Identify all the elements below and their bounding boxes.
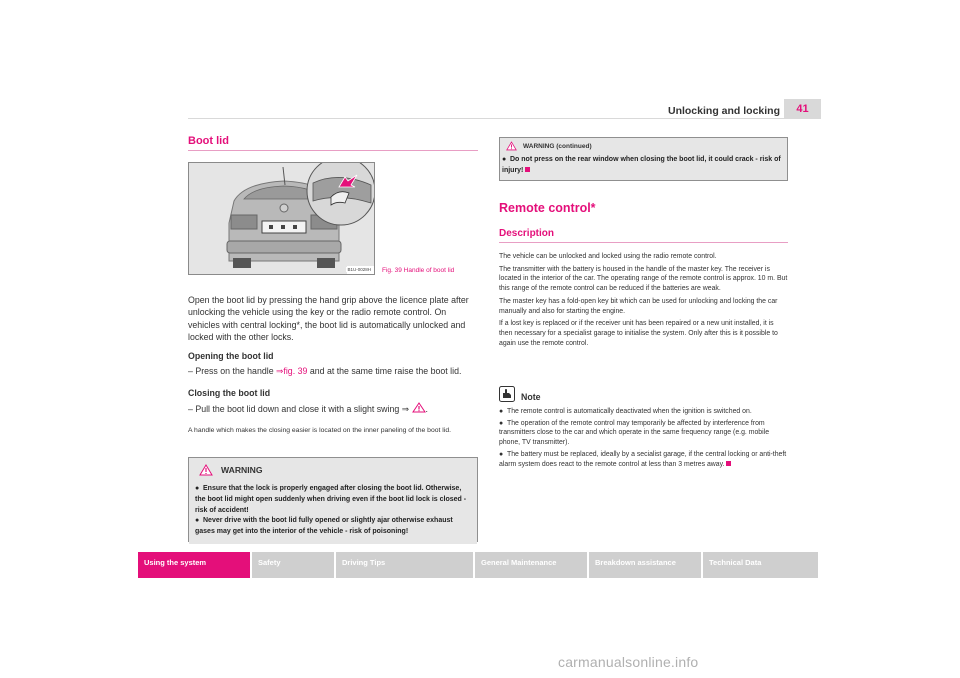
warning-item-text: Ensure that the lock is properly engaged after closing the boot lid. Otherwise, the boot lid might open suddenly when driving even if the boot lid lock is closed - risk of accident! — [195, 485, 467, 514]
description-text — [499, 252, 788, 348]
closing-aid-note: A handle which makes the closing easier is located on the inner paneling of the boot lid. — [188, 427, 451, 434]
warning-continued-item — [500, 151, 787, 177]
figure-code: B1U-0028H — [347, 267, 371, 272]
note-item — [499, 407, 788, 417]
fig-39-link[interactable]: fig. 39 — [283, 366, 308, 376]
warning-item — [195, 516, 471, 538]
tab-using-the-system[interactable]: Using the system — [138, 552, 250, 578]
page-number: 41 — [784, 99, 821, 119]
section-rule — [188, 150, 478, 151]
tab-general-maintenance[interactable]: General Maintenance — [475, 552, 587, 578]
step-opening-text: – Press on the handle — [188, 366, 277, 376]
heading-closing-boot-lid: Closing the boot lid — [188, 388, 271, 398]
tab-driving-tips[interactable]: Driving Tips — [336, 552, 473, 578]
car-rear-illustration — [189, 163, 375, 275]
description-paragraph: The vehicle can be unlocked and locked using the radio remote control. — [499, 253, 717, 260]
bullet-icon: ● — [195, 485, 200, 492]
description-paragraph: The master key has a fold-open key bit which can be used for unlocking and locking the car manually and also for starting the engine. — [499, 297, 778, 315]
bullet-icon: ● — [502, 156, 507, 163]
description-paragraph: If a lost key is replaced or if the receiver unit has been repaired or a new unit installed, it is then necessary for a specialist garage to initialise the system. Only after this is it possible to again use the remote control. — [499, 320, 778, 347]
warning-triangle-icon[interactable] — [412, 402, 426, 413]
tab-technical-data[interactable]: Technical Data — [703, 552, 818, 578]
note-item-text: The battery must be replaced, ideally by a secialist garage, if the central locking or anti-theft alarm system does react to the remote control at less than 3 metres away. — [499, 450, 787, 468]
bullet-icon: ● — [195, 517, 200, 525]
note-item-text: The operation of the remote control may temporarily be affected by interference from transmitters close to the car and which operate in the same frequency range (e.g. mobile phone, TV transmitter). — [499, 419, 770, 447]
bullet-icon: ● — [499, 450, 504, 458]
warning-box-boot-lid — [188, 457, 478, 542]
boot-lid-intro: Open the boot lid by pressing the hand grip above the licence plate after unlocking the vehicle using the key or the radio remote control. On vehicles with central locking*, the boot lid is automatically unlocked and locked with the other locks. — [188, 295, 469, 343]
header-rule — [188, 118, 821, 119]
tab-breakdown-assistance[interactable]: Breakdown assistance — [589, 552, 701, 578]
end-marker-icon — [726, 461, 731, 466]
tab-safety[interactable]: Safety — [252, 552, 334, 578]
warning-item-text: Never drive with the boot lid fully opened or slightly ajar otherwise exhaust gases may get into the interior of the vehicle - risk of poisoning! — [195, 517, 453, 536]
note-box — [499, 386, 788, 469]
boot-lid-section — [188, 135, 478, 151]
warning-title: WARNING — [221, 465, 263, 475]
warning-item — [195, 484, 471, 516]
warning-continued-text: Do not press on the rear window when closing the boot lid, it could crack - risk of injury! — [502, 156, 781, 174]
chapter-tabs — [138, 552, 822, 578]
fig-arrow: ⇒ — [276, 366, 284, 376]
warning-header — [189, 458, 477, 482]
warning-continued-title: WARNING (continued) — [523, 142, 592, 150]
bullet-icon: ● — [499, 408, 504, 415]
warning-triangle-icon — [506, 141, 517, 151]
step-closing-end: . — [425, 404, 428, 414]
note-item — [499, 419, 788, 448]
page-header-title: Unlocking and locking — [667, 105, 780, 117]
warning-continued-header — [500, 138, 787, 151]
section-title-remote-control: Remote control* — [499, 201, 596, 215]
step-opening-text-end: and at the same time raise the boot lid. — [307, 366, 462, 376]
step-closing-text: – Pull the boot lid down and close it with a slight swing ⇒ — [188, 404, 410, 414]
description-paragraph: The transmitter with the battery is housed in the handle of the master key. The receiver is located in the interior of the car. The operating range of the remote control is approx. 10 m. But this range of the remote control can be reduced if the batteries are weak. — [499, 265, 788, 293]
figure-caption: Fig. 39 Handle of boot lid — [382, 267, 455, 274]
step-closing — [188, 402, 478, 415]
note-body — [499, 407, 788, 469]
heading-opening-boot-lid: Opening the boot lid — [188, 351, 274, 361]
warning-triangle-icon — [199, 464, 213, 476]
bullet-icon: ● — [499, 419, 504, 427]
note-hand-icon — [499, 386, 515, 402]
watermark-text: carmanualsonline.info — [558, 654, 699, 670]
note-title: Note — [521, 392, 541, 402]
warning-box-continued — [499, 137, 788, 181]
description-subsection — [499, 228, 788, 243]
note-item-text: The remote control is automatically deactivated when the ignition is switched on. — [507, 408, 752, 415]
note-header — [499, 386, 788, 402]
step-opening — [188, 365, 478, 377]
subsection-title-description: Description — [499, 228, 555, 239]
note-item — [499, 450, 788, 469]
figure-boot-lid-handle — [188, 162, 375, 275]
remote-control-section — [499, 201, 788, 215]
end-marker-icon — [525, 167, 530, 172]
subsection-rule — [499, 242, 788, 243]
section-title-boot-lid: Boot lid — [188, 135, 229, 147]
warning-body — [189, 482, 477, 544]
